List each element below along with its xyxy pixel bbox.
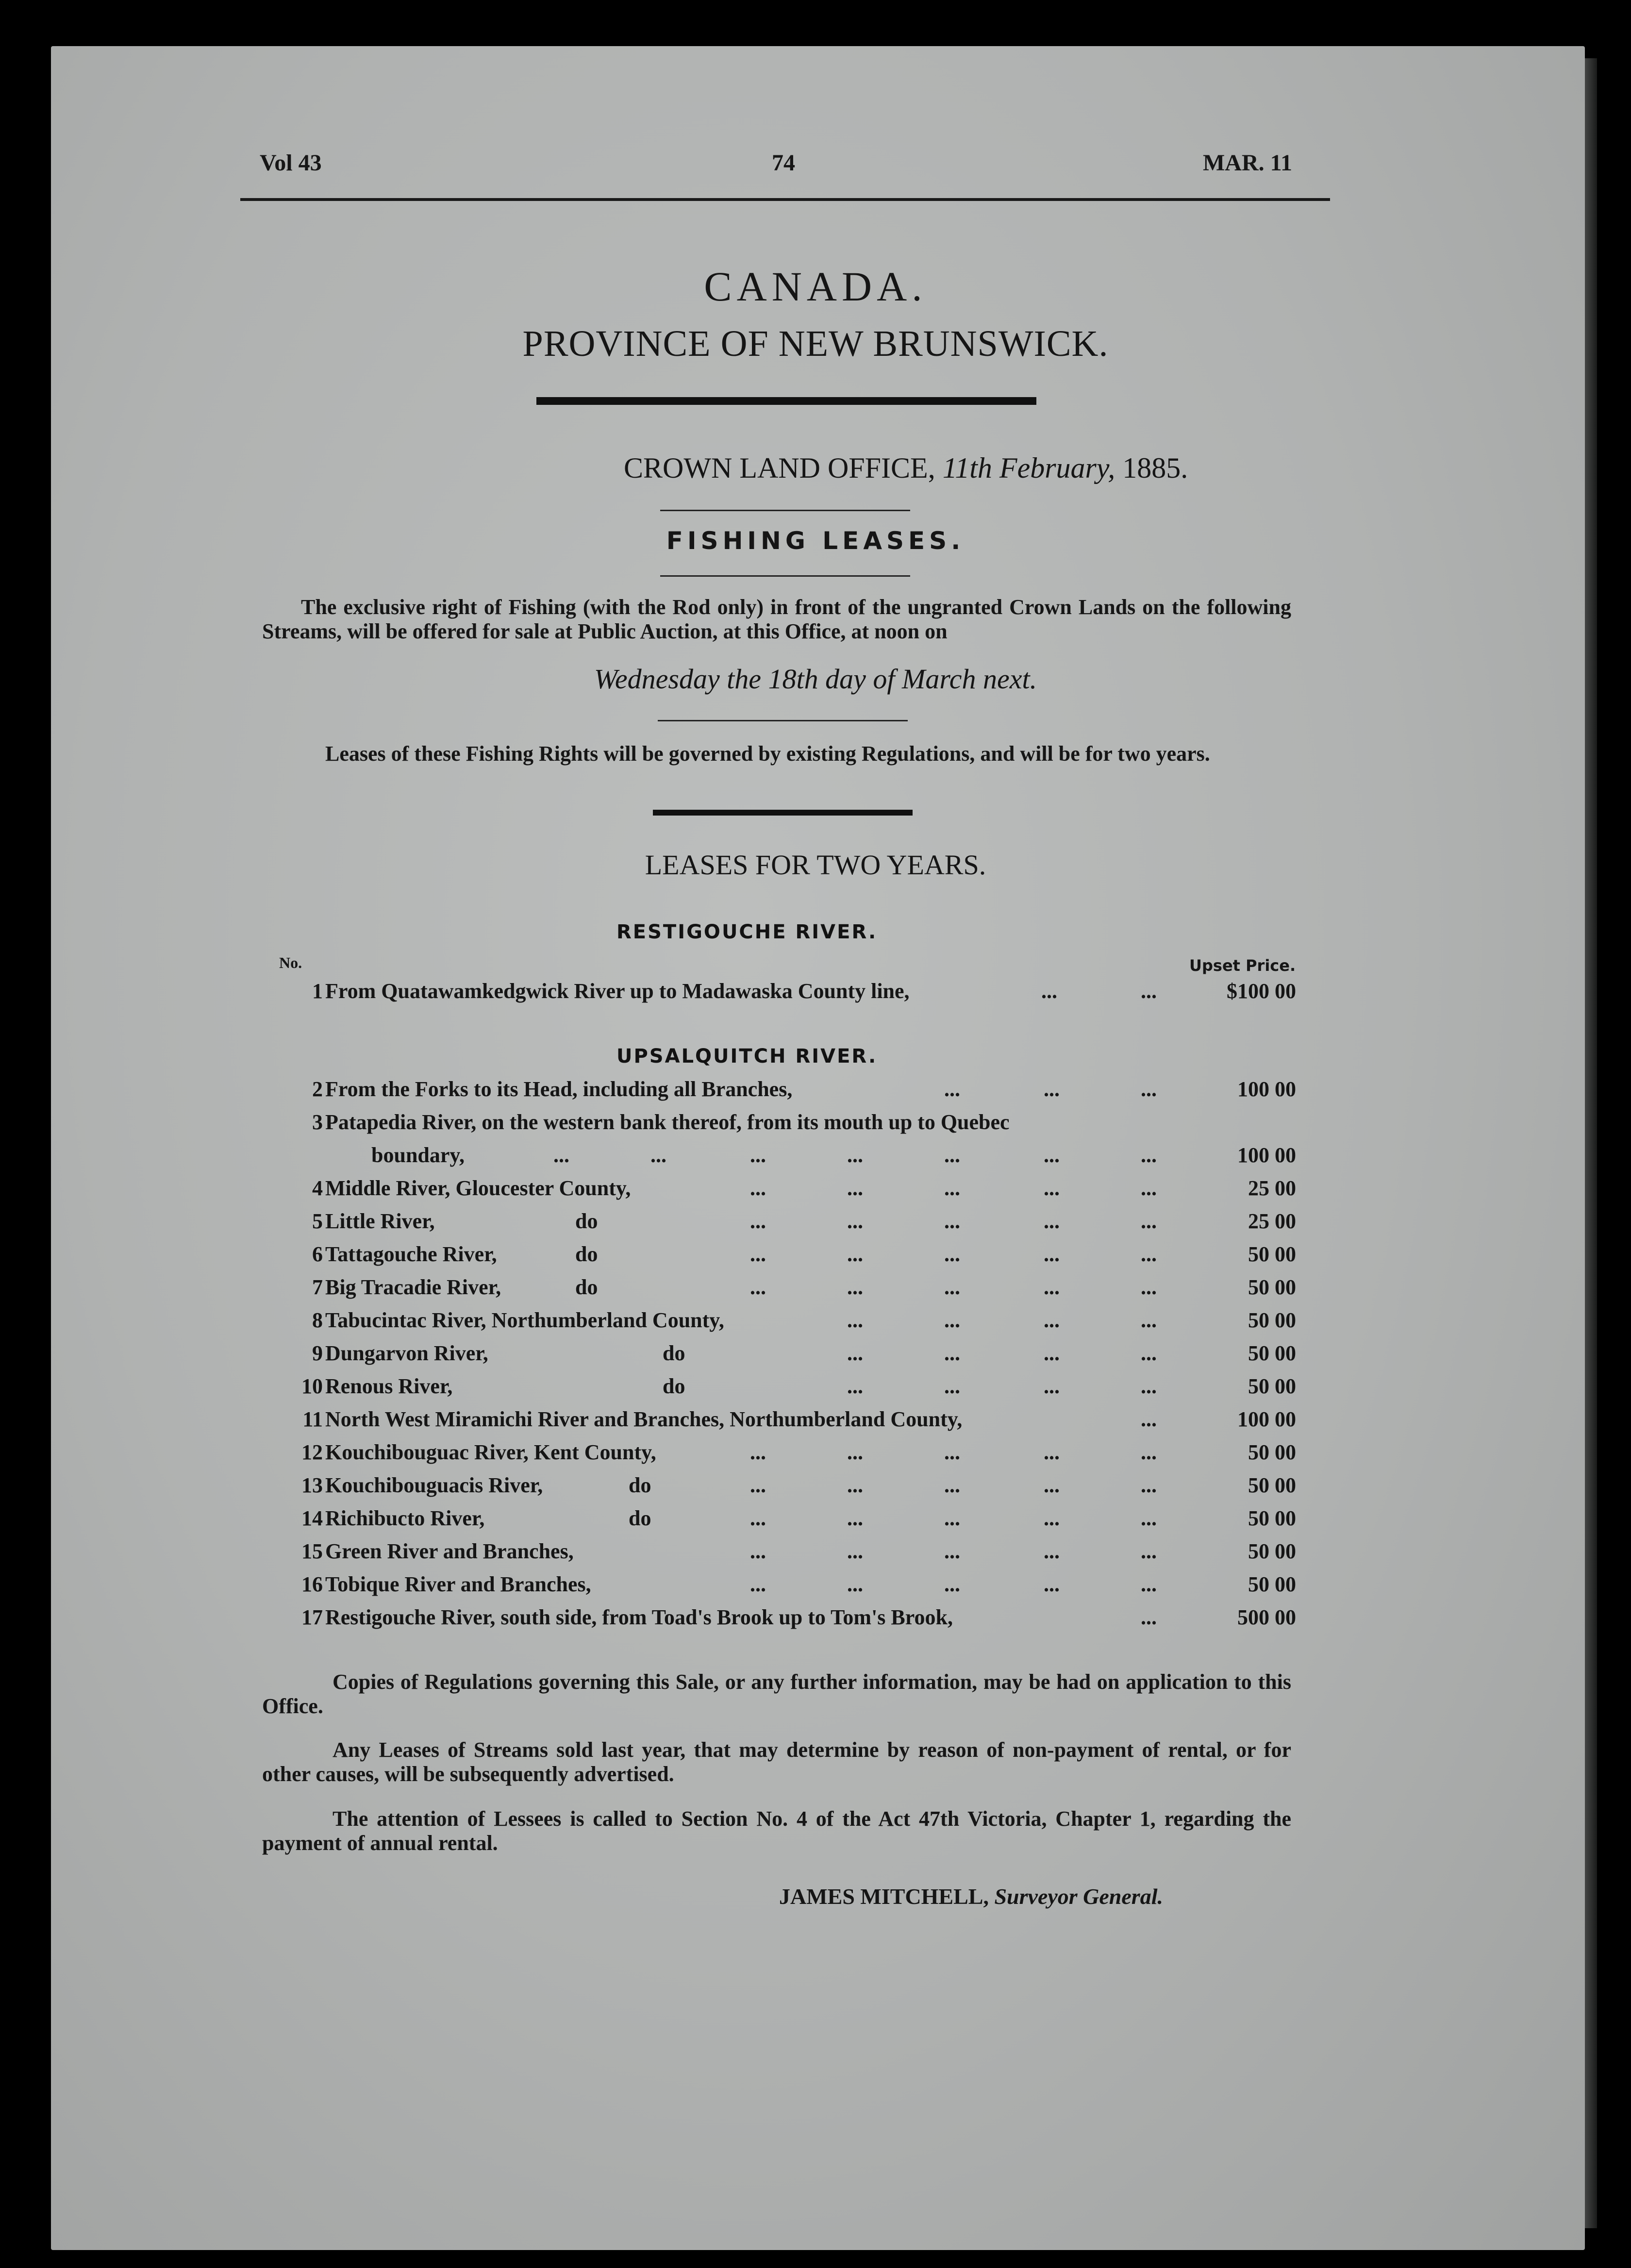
row-price: 50 00 <box>1248 1440 1296 1464</box>
row-number: 5 <box>312 1209 323 1233</box>
row-description: Tabucintac River, Northumberland County, <box>325 1308 724 1332</box>
leader-dots: ... <box>750 1176 766 1200</box>
page-title: CANADA. <box>704 263 927 310</box>
row-description: Green River and Branches, <box>325 1539 574 1563</box>
leader-dots: ... <box>1141 1407 1157 1431</box>
ditto-mark: do <box>663 1374 685 1398</box>
row-number: 13 <box>301 1473 323 1497</box>
leader-dots: ... <box>944 1374 960 1398</box>
row-price: 100 00 <box>1237 1143 1296 1167</box>
row-number: 8 <box>312 1308 323 1332</box>
leader-dots: ... <box>750 1572 766 1596</box>
leader-dots: ... <box>750 1209 766 1233</box>
leader-dots: ... <box>944 1440 960 1464</box>
leader-dots: ... <box>1044 1539 1060 1563</box>
page-subtitle: PROVINCE OF NEW BRUNSWICK. <box>522 323 1109 364</box>
leader-dots: ... <box>1141 1506 1157 1530</box>
leader-dots: ... <box>847 1572 863 1596</box>
row-price: $100 00 <box>1227 979 1296 1003</box>
leader-dots: ... <box>750 1143 766 1167</box>
table-row <box>272 1506 1296 1535</box>
row-description: Big Tracadie River, <box>325 1275 501 1299</box>
row-number: 15 <box>301 1539 323 1563</box>
leader-dots: ... <box>847 1341 863 1365</box>
leader-dots: ... <box>750 1275 766 1299</box>
row-number: 9 <box>312 1341 323 1365</box>
ditto-mark: do <box>575 1275 598 1299</box>
row-price: 100 00 <box>1237 1407 1296 1431</box>
row-description: Renous River, <box>325 1374 453 1398</box>
row-description: Kouchibouguac River, Kent County, <box>325 1440 656 1464</box>
leader-dots: ... <box>944 1308 960 1332</box>
leader-dots: ... <box>1044 1473 1060 1497</box>
section-heading: FISHING LEASES. <box>666 527 965 555</box>
table-row <box>272 1275 1296 1304</box>
leader-dots: ... <box>847 1308 863 1332</box>
table-row <box>272 979 1296 1008</box>
leader-dots: ... <box>1044 1506 1060 1530</box>
leader-dots: ... <box>1141 1143 1157 1167</box>
header-rule <box>240 198 1330 201</box>
leader-dots: ... <box>944 1539 960 1563</box>
leader-dots: ... <box>1044 1572 1060 1596</box>
leader-dots: ... <box>750 1506 766 1530</box>
leader-dots: ... <box>847 1275 863 1299</box>
row-price: 50 00 <box>1248 1275 1296 1299</box>
row-description: Kouchibouguacis River, <box>325 1473 543 1497</box>
signatory-title: Surveyor General. <box>994 1884 1163 1909</box>
ditto-mark: do <box>575 1242 598 1266</box>
leader-dots: ... <box>944 1341 960 1365</box>
row-number: 14 <box>301 1506 323 1530</box>
table-row <box>272 1407 1296 1436</box>
row-number: 16 <box>301 1572 323 1596</box>
column-price-header: Upset Price. <box>1189 956 1296 975</box>
row-description: North West Miramichi River and Branches, Northumberland County, <box>325 1407 963 1431</box>
table-row <box>272 1242 1296 1271</box>
restigouche-heading: RESTIGOUCHE RIVER. <box>616 921 878 943</box>
row-description: Little River, <box>325 1209 435 1233</box>
row-price: 50 00 <box>1248 1308 1296 1332</box>
leader-dots: ... <box>1141 979 1157 1003</box>
intro-paragraph: The exclusive right of Fishing (with the Rod only) in front of the ungranted Crown Lands on the following Streams, will be offered for sale at Public Auction, at this Office, at noon on <box>262 595 1291 643</box>
row-price: 50 00 <box>1248 1242 1296 1266</box>
leader-dots: ... <box>847 1374 863 1398</box>
divider <box>660 575 910 577</box>
leases-note: Leases of these Fishing Rights will be governed by existing Regulations, and will be for two years. <box>325 742 1210 766</box>
leader-dots: ... <box>1044 1209 1060 1233</box>
leader-dots: ... <box>1044 1176 1060 1200</box>
table-row <box>272 1143 1296 1172</box>
row-description: Restigouche River, south side, from Toad's Brook up to Tom's Brook, <box>325 1605 953 1629</box>
leader-dots: ... <box>847 1506 863 1530</box>
table-row <box>272 1077 1296 1106</box>
row-number: 7 <box>312 1275 323 1299</box>
leader-dots: ... <box>847 1209 863 1233</box>
leader-dots: ... <box>944 1077 960 1101</box>
row-number: 11 <box>302 1407 323 1431</box>
divider <box>658 720 908 721</box>
regulations-note: Copies of Regulations governing this Sale, or any further information, may be had on application to this Office. <box>262 1670 1291 1718</box>
table-row <box>272 1341 1296 1370</box>
sale-date: Wednesday the 18th day of March next. <box>594 663 1037 695</box>
leader-dots: ... <box>1141 1374 1157 1398</box>
row-number: 17 <box>301 1605 323 1629</box>
table-row <box>272 1374 1296 1403</box>
leader-dots: ... <box>944 1242 960 1266</box>
leader-dots: ... <box>1044 1308 1060 1332</box>
leader-dots: ... <box>750 1242 766 1266</box>
leader-dots: ... <box>1141 1275 1157 1299</box>
table-row <box>272 1110 1296 1139</box>
row-price: 50 00 <box>1248 1539 1296 1563</box>
row-number: 12 <box>301 1440 323 1464</box>
leader-dots: ... <box>1141 1209 1157 1233</box>
office-dateline <box>624 451 1188 485</box>
issue-date: MAR. 11 <box>1203 150 1292 176</box>
leader-dots: ... <box>553 1143 569 1167</box>
table-row <box>272 1539 1296 1568</box>
leader-dots: ... <box>750 1440 766 1464</box>
row-number: 6 <box>312 1242 323 1266</box>
row-price: 25 00 <box>1248 1209 1296 1233</box>
table-row <box>272 1209 1296 1238</box>
row-price: 25 00 <box>1248 1176 1296 1200</box>
row-number: 4 <box>312 1176 323 1200</box>
row-description: Middle River, Gloucester County, <box>325 1176 631 1200</box>
leader-dots: ... <box>1141 1572 1157 1596</box>
leader-dots: ... <box>1141 1473 1157 1497</box>
leader-dots: ... <box>944 1209 960 1233</box>
row-number: 10 <box>301 1374 323 1398</box>
row-description: Tobique River and Branches, <box>325 1572 591 1596</box>
leader-dots: ... <box>1141 1341 1157 1365</box>
row-description: Dungarvon River, <box>325 1341 488 1365</box>
table-row <box>272 1440 1296 1469</box>
leader-dots: ... <box>750 1473 766 1497</box>
leader-dots: ... <box>1141 1176 1157 1200</box>
office-date: 11th February, <box>942 452 1115 484</box>
row-price: 500 00 <box>1237 1605 1296 1629</box>
table-row <box>272 1308 1296 1337</box>
upsalquitch-heading: UPSALQUITCH RIVER. <box>616 1045 878 1067</box>
row-description: boundary, <box>371 1143 465 1167</box>
leader-dots: ... <box>1141 1242 1157 1266</box>
leader-dots: ... <box>1044 1077 1060 1101</box>
leader-dots: ... <box>1141 1539 1157 1563</box>
leader-dots: ... <box>944 1143 960 1167</box>
volume-number: Vol 43 <box>260 150 322 176</box>
title-rule <box>536 397 1036 405</box>
leader-dots: ... <box>1044 1341 1060 1365</box>
ditto-mark: do <box>629 1506 651 1530</box>
table-row <box>272 1605 1296 1634</box>
leader-dots: ... <box>847 1143 863 1167</box>
leader-dots: ... <box>1044 1374 1060 1398</box>
row-price: 50 00 <box>1248 1473 1296 1497</box>
leases-title: LEASES FOR TWO YEARS. <box>645 849 986 881</box>
divider <box>660 510 910 511</box>
leader-dots: ... <box>1041 979 1057 1003</box>
row-description: From the Forks to its Head, including all Branches, <box>325 1077 793 1101</box>
leader-dots: ... <box>1044 1275 1060 1299</box>
signature <box>779 1884 1163 1909</box>
ditto-mark: do <box>629 1473 651 1497</box>
leader-dots: ... <box>944 1176 960 1200</box>
office-name: CROWN LAND OFFICE, <box>624 452 943 484</box>
leader-dots: ... <box>944 1506 960 1530</box>
leader-dots: ... <box>1044 1440 1060 1464</box>
office-year: 1885. <box>1115 452 1188 484</box>
row-number: 1 <box>312 979 323 1003</box>
leader-dots: ... <box>944 1275 960 1299</box>
advertisement-note: Any Leases of Streams sold last year, that may determine by reason of non-payment of rental, or for other causes, will be subsequently advertised. <box>262 1738 1291 1786</box>
row-number: 3 <box>312 1110 323 1134</box>
leader-dots: ... <box>847 1473 863 1497</box>
leader-dots: ... <box>1044 1242 1060 1266</box>
row-price: 50 00 <box>1248 1572 1296 1596</box>
ditto-mark: do <box>663 1341 685 1365</box>
row-price: 50 00 <box>1248 1341 1296 1365</box>
leader-dots: ... <box>944 1473 960 1497</box>
leader-dots: ... <box>1141 1077 1157 1101</box>
table-row <box>272 1473 1296 1502</box>
leader-dots: ... <box>750 1539 766 1563</box>
table-row <box>272 1572 1296 1601</box>
page-number: 74 <box>772 150 795 176</box>
row-description: Richibucto River, <box>325 1506 485 1530</box>
leader-dots: ... <box>847 1242 863 1266</box>
leader-dots: ... <box>847 1539 863 1563</box>
leader-dots: ... <box>847 1176 863 1200</box>
section-rule <box>653 810 913 816</box>
row-price: 50 00 <box>1248 1374 1296 1398</box>
ditto-mark: do <box>575 1209 598 1233</box>
leader-dots: ... <box>1141 1308 1157 1332</box>
signatory-name: JAMES MITCHELL, <box>779 1884 995 1909</box>
row-number: 2 <box>312 1077 323 1101</box>
row-description: From Quatawamkedgwick River up to Madawaska County line, <box>325 979 910 1003</box>
leader-dots: ... <box>1044 1143 1060 1167</box>
leader-dots: ... <box>944 1572 960 1596</box>
row-description: Patapedia River, on the western bank thereof, from its mouth up to Quebec <box>325 1110 1010 1134</box>
leader-dots: ... <box>1141 1440 1157 1464</box>
leader-dots: ... <box>1141 1605 1157 1629</box>
row-description: Tattagouche River, <box>325 1242 497 1266</box>
column-no-header: No. <box>279 954 302 971</box>
row-price: 50 00 <box>1248 1506 1296 1530</box>
table-row <box>272 1176 1296 1205</box>
rental-note: The attention of Lessees is called to Section No. 4 of the Act 47th Victoria, Chapter 1, regarding the payment of annual rental. <box>262 1807 1291 1855</box>
leader-dots: ... <box>847 1440 863 1464</box>
leader-dots: ... <box>650 1143 666 1167</box>
row-price: 100 00 <box>1237 1077 1296 1101</box>
